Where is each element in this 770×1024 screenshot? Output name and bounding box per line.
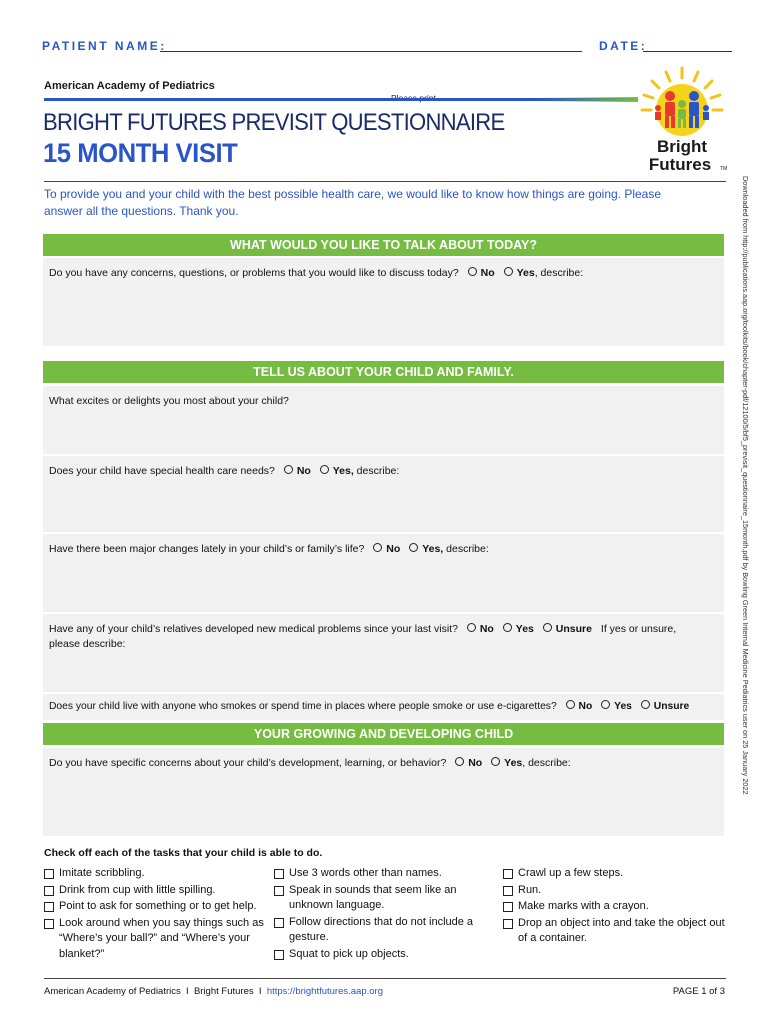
checklist-item[interactable]: Follow directions that do not include a gesture. [274,915,496,946]
question-box-relatives[interactable] [43,614,724,692]
checklist-item[interactable]: Speak in sounds that seem like an unknown language. [274,883,496,914]
checklist-item[interactable]: Crawl up a few steps. [503,866,725,882]
patient-info-row [42,39,732,59]
question-box-major-changes[interactable] [43,534,724,612]
checklist-item[interactable]: Drink from cup with little spilling. [44,883,268,899]
org-name: American Academy of Pediatrics [44,80,215,92]
question-text: Does your child have special health care needs? No Yes, describe: [49,465,400,477]
option-yes[interactable]: Yes [491,756,522,771]
checkbox-icon [503,886,513,896]
radio-icon [455,757,464,766]
option-no[interactable]: No [468,266,495,281]
download-note [738,176,750,840]
radio-icon [504,267,513,276]
option-no[interactable]: No [566,699,593,714]
question-text: Do you have specific concerns about your child’s development, learning, or behavior? No Yes, describe: [49,757,571,769]
option-no[interactable]: No [455,756,482,771]
radio-icon [566,700,575,709]
question-text: Have there been major changes lately in your child’s or family’s life? No Yes, describe: [49,543,489,555]
svg-text:Futures: Futures [648,155,712,174]
option-no[interactable]: No [373,542,400,557]
svg-text:Bright: Bright [656,137,708,156]
checkbox-icon [44,869,54,879]
option-no[interactable]: No [467,622,494,637]
footer-link[interactable]: https://brightfutures.aap.org [266,986,383,997]
option-unsure[interactable]: Unsure [543,622,592,637]
checkbox-icon [274,886,284,896]
question-box-development[interactable] [43,748,724,836]
checkbox-icon [503,869,513,879]
date-field[interactable] [643,51,732,52]
radio-icon [467,623,476,632]
svg-text:TM: TM [720,166,728,172]
radio-icon [373,543,382,552]
checkbox-icon [44,902,54,912]
question-box-concerns[interactable] [43,258,724,346]
option-unsure[interactable]: Unsure [641,699,689,714]
checkbox-icon [503,919,513,929]
checklist-item[interactable]: Drop an object into and take the object out of a container. [503,916,725,947]
checkbox-icon [274,950,284,960]
page-number: PAGE 1 of 3 [672,986,725,997]
radio-icon [491,757,500,766]
date-label: DATE: [599,39,648,53]
checklist-column-1 [44,866,268,963]
option-no[interactable]: No [284,464,311,479]
checkbox-icon [503,902,513,912]
option-yes[interactable]: Yes [503,622,534,637]
question-text: Have any of your child’s relatives developed new medical problems since your last visit? No Yes Unsure If yes or unsure, please describe: [49,623,677,650]
patient-name-field[interactable] [160,51,582,52]
checklist-item[interactable]: Imitate scribbling. [44,866,268,882]
question-text: Do you have any concerns, questions, or problems that you would like to discuss today? No Yes, describe: [49,267,584,279]
checklist-item[interactable]: Run. [503,883,725,899]
question-text: What excites or delights you most about your child? [49,395,289,407]
checklist-item[interactable]: Use 3 words other than names. [274,866,496,882]
question-box-smoke[interactable] [43,694,724,720]
option-yes[interactable]: Yes, [320,464,354,479]
radio-icon [409,543,418,552]
question-box-special-needs[interactable] [43,456,724,532]
question-box-delights[interactable] [43,386,724,454]
radio-icon [641,700,650,709]
checklist-column-3 [503,866,725,948]
download-note-text: Downloaded from http://publications.aap.org/toolkits/book/chapter-pdf/12100/5/bf5_previsit_questionnaire_15month.pdf by Bowling Green Internal Medicine Pediatrics user on 25 January 2022 [741,176,750,795]
bright-futures-logo [636,64,728,176]
checkbox-icon [274,918,284,928]
option-yes[interactable]: Yes [601,699,632,714]
radio-icon [503,623,512,632]
footer-divider [44,978,726,979]
checklist-item[interactable]: Look around when you say things such as “Where’s your ball?” and “Where’s your blanket?” [44,916,268,963]
page-title: BRIGHT FUTURES PREVISIT QUESTIONNAIRE [43,109,505,136]
checklist-column-2 [274,866,496,963]
checklist-item[interactable]: Squat to pick up objects. [274,947,496,963]
checkbox-icon [44,919,54,929]
radio-icon [601,700,610,709]
footer-credit: American Academy of Pediatrics I Bright Futures I https://brightfutures.aap.org [44,986,383,997]
sunburst-family-icon [636,64,728,176]
section-heading-development: YOUR GROWING AND DEVELOPING CHILD [43,723,724,745]
option-yes[interactable]: Yes, [409,542,443,557]
intro-text: To provide you and your child with the best possible health care, we would like to know how things are going. Please answer all the questions. Thank you. [44,187,662,218]
section-heading-talk: WHAT WOULD YOU LIKE TO TALK ABOUT TODAY? [43,234,724,256]
radio-icon [468,267,477,276]
header-rule [44,97,638,102]
page-subtitle: 15 MONTH VISIT [43,138,238,168]
checklist-heading: Check off each of the tasks that your child is able to do. [44,847,323,859]
checkbox-icon [274,869,284,879]
checklist-item[interactable]: Point to ask for something or to get help. [44,899,268,915]
radio-icon [543,623,552,632]
patient-name-label: PATIENT NAME: [42,39,167,53]
radio-icon [320,465,329,474]
radio-icon [284,465,293,474]
checklist-item[interactable]: Make marks with a crayon. [503,899,725,915]
section-heading-family: TELL US ABOUT YOUR CHILD AND FAMILY. [43,361,724,383]
header-divider [44,181,726,182]
checkbox-icon [44,886,54,896]
question-text: Does your child live with anyone who smokes or spend time in places where people smoke or use e-cigarettes? No Yes Unsure [49,701,690,712]
option-yes[interactable]: Yes [504,266,535,281]
